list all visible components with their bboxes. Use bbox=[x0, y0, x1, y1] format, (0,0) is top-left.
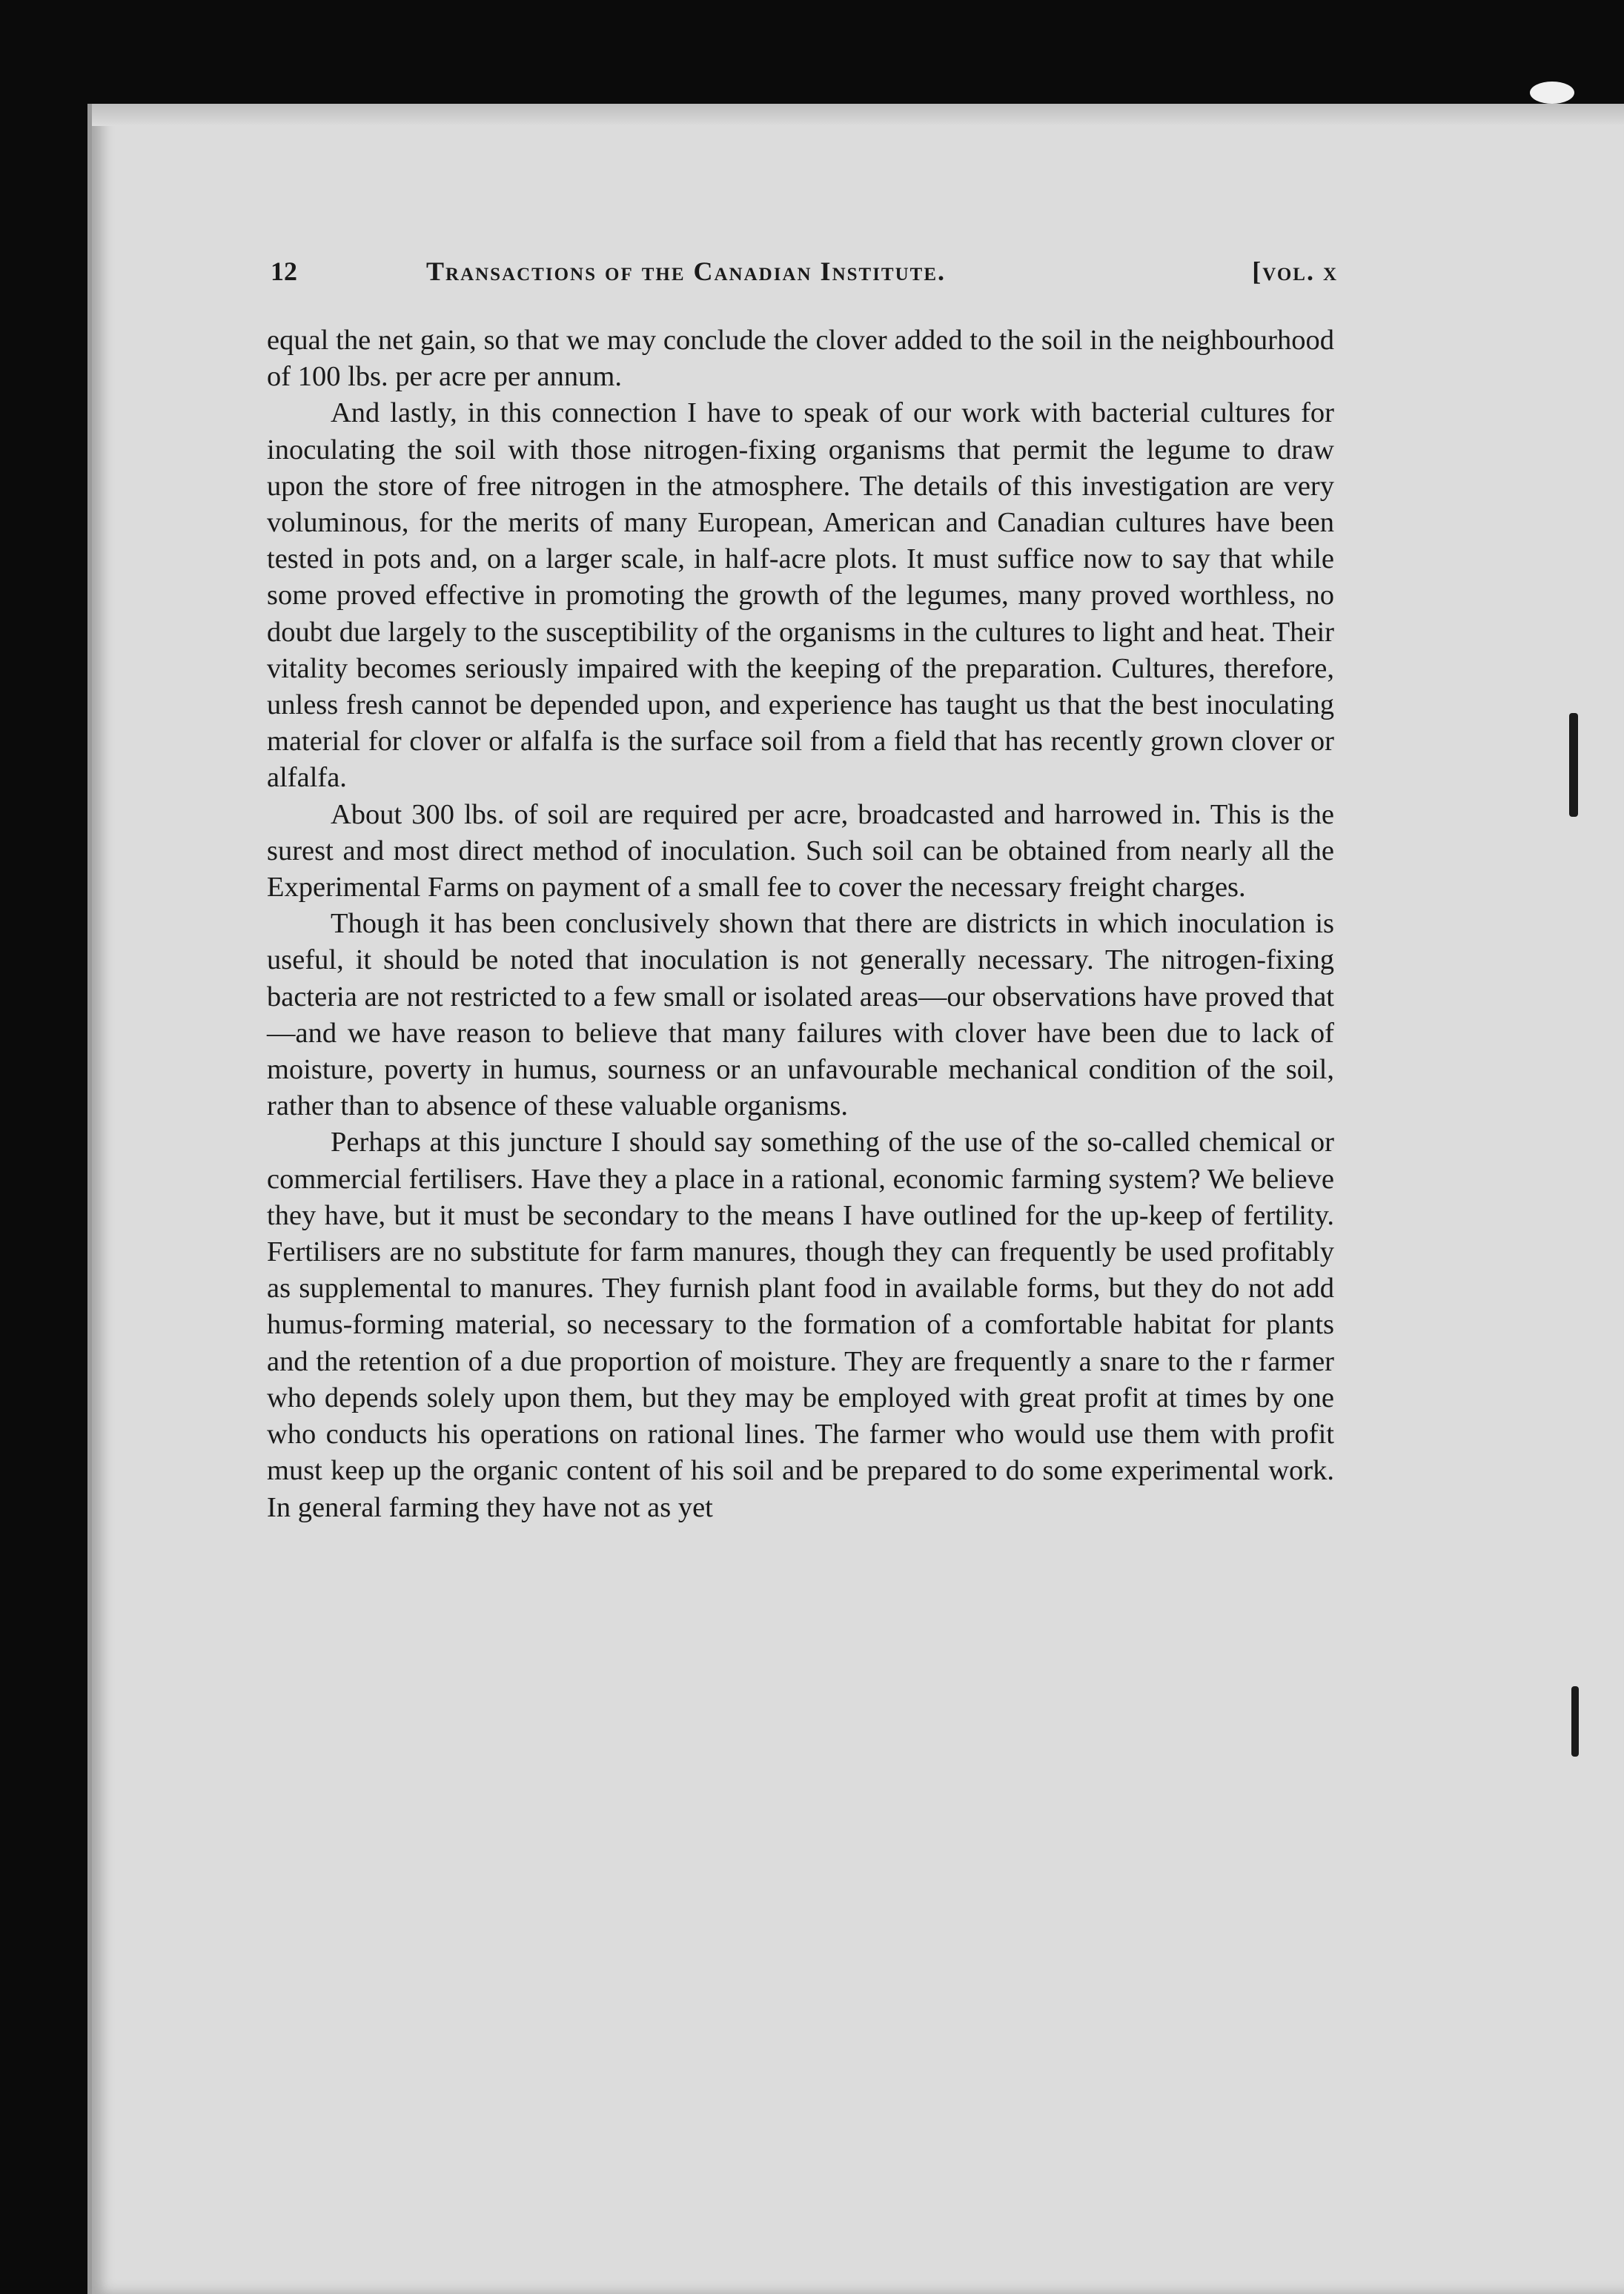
volume-label: [vol. x bbox=[1252, 256, 1338, 286]
paragraph: And lastly, in this connection I have to speak of our work with bacterial cultures for inoculating the soil with those nitrogen-fixing organisms that permit the legume to draw upon the store of free nitrogen in the atmosphere. The details of this investigation are very voluminous, for the merits of many European, American and Canadian cultures have been tested in pots and, on a larger scale, in half-acre plots. It must suffice now to say that while some proved effective in promoting the growth of the legumes, many proved worthless, no doubt due largely to the susceptibility of the organisms in the cultures to light and heat. Their vitality becomes seriously impaired with the keeping of the preparation. Cultures, therefore, unless fresh cannot be depended upon, and experience has taught us that the best inoculating material for clover or alfalfa is the surface soil from a field that has recently grown clover or alfalfa. bbox=[267, 397, 1334, 794]
paper-speck bbox=[1530, 82, 1574, 104]
page-number: 12 bbox=[271, 256, 297, 286]
paragraph: Though it has been conclusively shown that there are districts in which inoculation is useful, it should be noted that inoculation is not generally necessary. The nitrogen-fixing bacteria are not restricted to a few small or isolated areas—our observations have proved that—and we have reason to believe that many failures with clover have been due to lack of moisture, poverty in humus, sourness or an unfavourable mechanical condition of the soil, rather than to absence of these valuable organisms. bbox=[267, 908, 1334, 1122]
paragraph-continuation: equal the net gain, so that we may conclude the clover added to the soil in the neighbourhood of 100 lbs. per acre per annum. bbox=[267, 325, 1334, 393]
margin-bracket-mark bbox=[1569, 713, 1578, 817]
running-title: Transactions of the Canadian Institute. bbox=[426, 256, 947, 286]
body-text bbox=[267, 322, 1334, 1526]
paragraph: Perhaps at this juncture I should say something of the use of the so-called chemical or commercial fertilisers. Have they a place in a rational, economic farming system? We believe they have, but it must be secondary to the means I have outlined for the up-keep of fertility. Fertilisers are no substitute for farm manures, though they can frequently be used profitably as supplemental to manures. They furnish plant food in available forms, but they do not add humus-forming material, so necessary to the formation of a comfortable habitat for plants and the retention of a due proportion of moisture. They are frequently a snare to the r farmer who depends solely upon them, but they may be employed with great profit at times by one who conducts his operations on rational lines. The farmer who would use them with profit must keep up the organic content of his soil and be prepared to do some experimental work. In general farming they have not as yet bbox=[267, 1127, 1334, 1523]
margin-bracket-mark bbox=[1571, 1686, 1579, 1757]
paragraph: About 300 lbs. of soil are required per acre, broadcasted and harrowed in. This is the surest and most direct method of inoculation. Such soil can be obtained from nearly all the Experimental Farms on payment of a small fee to cover the necessary freight charges. bbox=[267, 798, 1334, 904]
running-header bbox=[271, 256, 1338, 300]
